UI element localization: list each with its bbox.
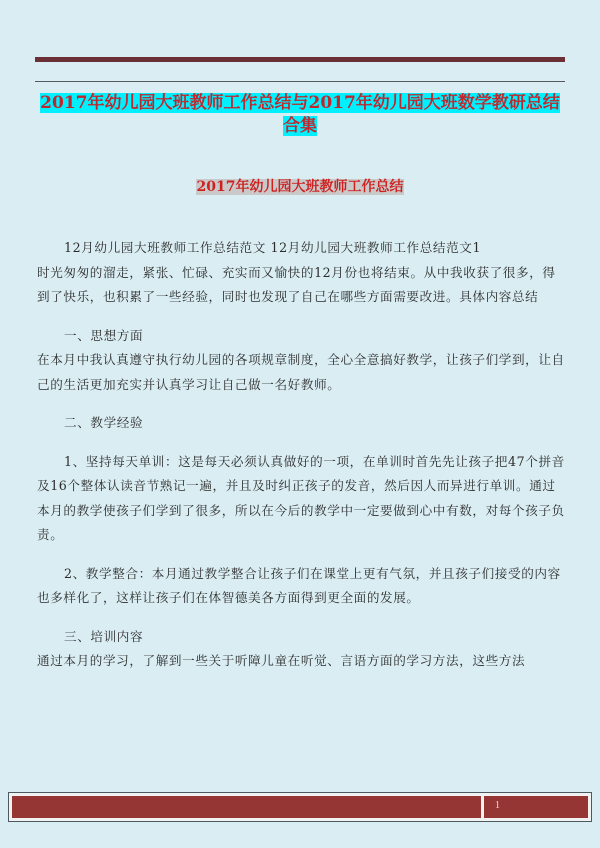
page-footer — [8, 792, 592, 822]
heading-thought: 一、思想方面 — [64, 327, 144, 343]
paragraph-thought: 在本月中我认真遵守执行幼儿园的各项规章制度，全心全意搞好教学，让孩子们学到，让自己的生活更加充实并认真学习让自己做一名好教师。 — [37, 352, 565, 392]
heading-teaching: 二、教学经验 — [64, 415, 144, 430]
header-thin-rule — [35, 81, 565, 82]
document-title — [36, 92, 564, 138]
document-body — [37, 236, 565, 674]
section-title — [0, 177, 600, 197]
paragraph-teaching-1: 1、坚持每天单训：这是每天必须认真做好的一项，在单训时首先先让孩子把47个拼音及16个整体认读音节熟记一遍，并且及时纠正孩子的发音，然后因人而异进行单训。通过本月的教学使孩子们学到了很多，所以在今后的教学中一定要做到心中有数，对每个孩子负责。 — [37, 453, 565, 542]
paragraph-teaching-2: 2、教学整合：本月通过教学整合让孩子们在课堂上更有气氛，并且孩子们接受的内容也多样化了，这样让孩子们在体智德美各方面得到更全面的发展。 — [37, 565, 561, 605]
paragraph-intro: 时光匆匆的溜走，紧张、忙碌、充实而又愉快的12月份也将结束。从中我收获了很多，得到了快乐，也积累了一些经验，同时也发现了自己在哪些方面需要改进。具体内容总结 — [37, 264, 556, 304]
page-number: 1 — [495, 800, 500, 811]
footer-bar-left — [12, 796, 481, 818]
footer-bar-right — [484, 796, 588, 818]
header-thick-rule — [35, 57, 565, 62]
section-title-text: 2017年幼儿园大班教师工作总结 — [196, 179, 404, 195]
document-title-text: 2017年幼儿园大班教师工作总结与2017年幼儿园大班数学教研总结合集 — [40, 93, 560, 136]
heading-training: 三、培训内容 — [64, 628, 144, 644]
paragraph-training: 通过本月的学习，了解到一些关于听障儿童在听觉、言语方面的学习方法，这些方法 — [37, 653, 526, 668]
paragraph-intro-heading: 12月幼儿园大班教师工作总结范文 12月幼儿园大班教师工作总结范文1 — [64, 240, 482, 255]
